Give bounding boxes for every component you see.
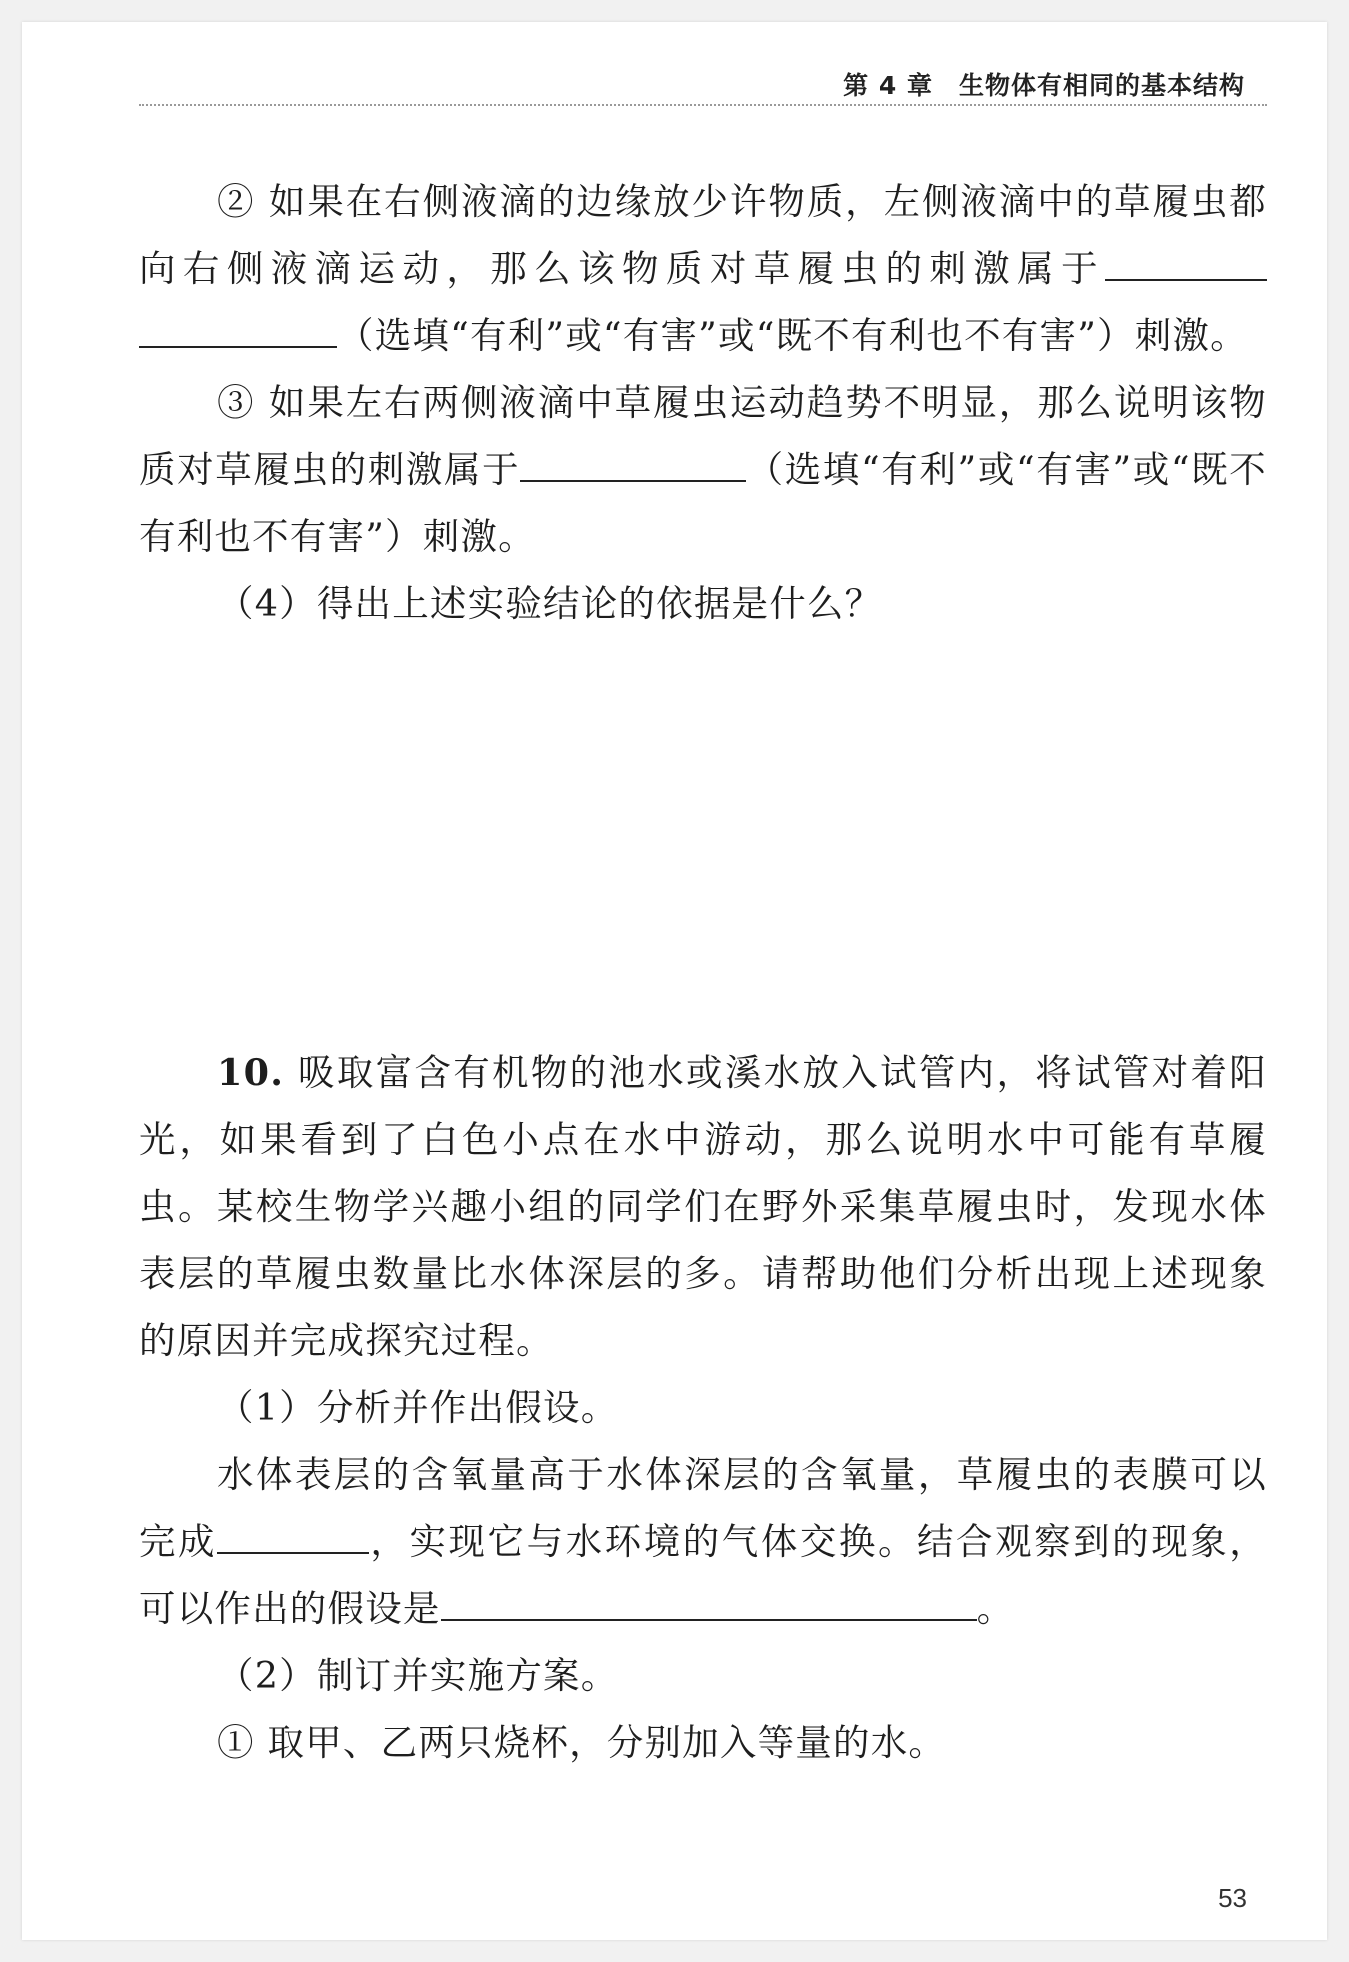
part-1-title: （1）分析并作出假设。 [217,1386,619,1429]
question-10-text: 吸取富含有机物的池水或溪水放入试管内，将试管对着阳光，如果看到了白色小点在水中游动，那么说明水中可能有草履虫。某校生物学兴趣小组的同学们在野外采集草履虫时，发现水体表层的草履虫数量比水体深层的多。请帮助他们分析出现上述现象的原因并完成探究过程。 [139,1051,1267,1362]
page-content [139,168,1267,1776]
question-number: 10. [217,1051,285,1094]
item-2-end: 刺激。 [1134,314,1248,357]
part-1-paragraph [139,1441,1267,1642]
running-header [843,66,1245,102]
item-3-hint: （选填“有利”或“有害”或“既不有利也不有害”）刺激。 [139,448,1268,558]
item-2-paragraph [139,168,1267,369]
part-1-end: 。 [976,1587,1015,1630]
book-page [22,22,1327,1940]
item-3-text: ③ 如果左右两侧液滴中草履虫运动趋势不明显，那么说明该物质对草履虫的刺激属于 [139,381,1267,491]
header-dotted-rule [139,104,1267,106]
chapter-number: 第 4 章 [843,71,933,100]
answer-blank-1a[interactable] [1105,241,1267,281]
item-3-paragraph [139,369,1267,570]
page-number: 53 [1218,1883,1247,1913]
answer-blank-4[interactable] [441,1581,977,1621]
question-10-intro [139,1039,1267,1374]
chapter-title: 生物体有相同的基本结构 [958,71,1245,100]
part-1-text-2: ，实现它与水环境的气体交换。结合观察到的现象，可以作出的假设是 [139,1520,1267,1630]
answer-space[interactable] [139,637,1267,1039]
part-2-title: （2）制订并实施方案。 [217,1654,619,1697]
answer-blank-3[interactable] [217,1514,369,1554]
answer-blank-1b[interactable] [139,308,337,348]
part-1-text: 水体表层的含氧量高于水体深层的含氧量，草履虫的表膜可以完成 [139,1453,1267,1563]
item-2-hint: （选填“有利”或“有害”或“既不有利也不有害”） [337,314,1135,357]
item-2-text: ② 如果在右侧液滴的边缘放少许物质，左侧液滴中的草履虫都向右侧液滴运动，那么该物质对草履虫的刺激属于 [139,180,1267,290]
answer-blank-2[interactable] [520,442,746,482]
part-2-step-1: ① 取甲、乙两只烧杯，分别加入等量的水。 [217,1721,947,1764]
question-4: （4）得出上述实验结论的依据是什么？ [217,582,883,625]
